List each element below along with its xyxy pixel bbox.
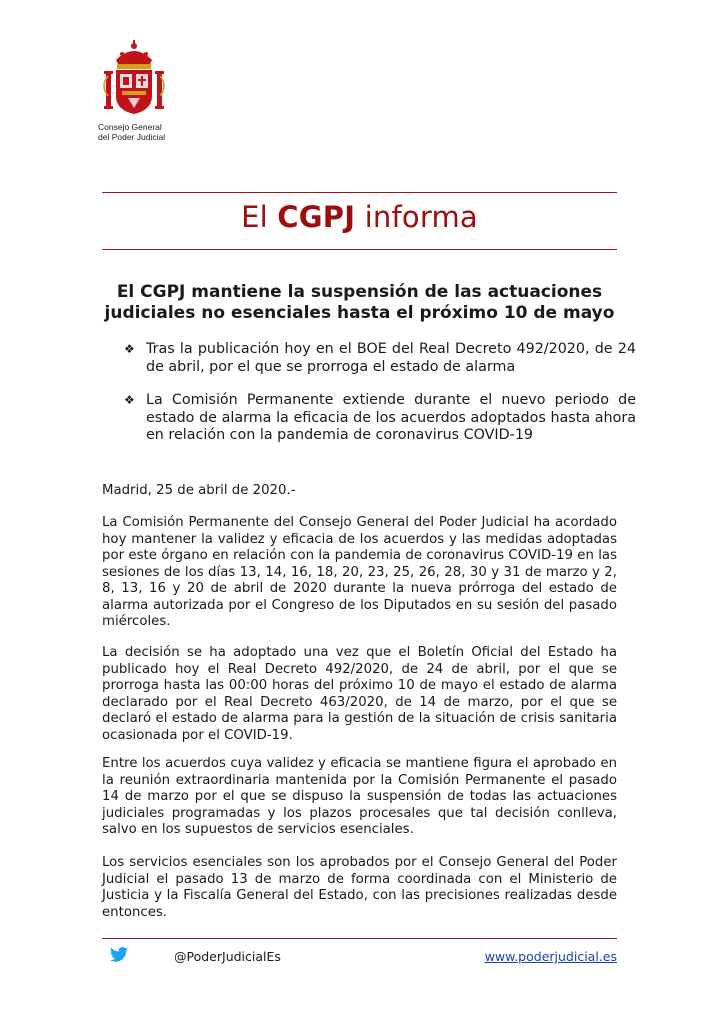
bullet-text-1: Tras la publicación hoy en el BOE del Real Decreto 492/2020, de 24 de abril, por el que se prorroga el estado de alarma xyxy=(146,341,636,375)
coat-of-arms-icon xyxy=(102,40,166,116)
org-name-line-2: del Poder Judicial xyxy=(98,132,166,142)
bullet-item-1 xyxy=(124,341,636,376)
body-paragraph-4: Los servicios esenciales son los aprobados por el Consejo General del Poder Judicial el pasado 13 de marzo de forma coordinada con el Ministerio de Justicia y la Fiscalía General del Estado, con las precisiones realizadas desde entonces. xyxy=(102,855,617,920)
organization-name xyxy=(98,122,178,142)
website-link[interactable]: www.poderjudicial.es xyxy=(484,949,617,964)
title-line-1: El CGPJ mantiene la suspensión de las actuaciones xyxy=(116,282,603,302)
top-divider xyxy=(102,192,617,193)
body-paragraph-1: La Comisión Permanente del Consejo General del Poder Judicial ha acordado hoy mantener la validez y eficacia de los acuerdos y las medidas adoptadas por este órgano en relación con la pandemia de coronavirus COVID-19 en las sesiones de los días 13, 14, 16, 18, 20, 23, 25, 26, 28, 30 y 31 de marzo y 2, 8, 13, 16 y 20 de abril de 2020 durante la nueva prórroga del estado de alarma autorizada por el Congreso de los Diputados en su sesión del pasado miércoles. xyxy=(102,515,617,629)
org-name-line-1: Consejo General xyxy=(98,122,162,132)
body-paragraph-3: Entre los acuerdos cuya validez y eficacia se mantiene figura el aprobado en la reunión extraordinaria mantenida por la Comisión Permanente el pasado 14 de marzo por el que se dispuso la suspensión de todas las actuaciones judiciales programadas y los plazos procesales que tal decisión conlleva, salvo en los supuestos de servicios esenciales. xyxy=(102,756,617,837)
heading-cgpj: CGPJ xyxy=(277,200,356,234)
bullet-item-2 xyxy=(124,392,636,445)
heading-prefix: El xyxy=(241,200,278,234)
bullet-text-2: La Comisión Permanente extiende durante el nuevo periodo de estado de alarma la eficacia de los acuerdos adoptados hasta ahora en relación con la pandemia de coronavirus COVID-19 xyxy=(146,392,636,443)
footer xyxy=(102,943,617,971)
press-release-title xyxy=(102,282,617,324)
page-heading xyxy=(102,200,617,234)
heading-divider xyxy=(102,249,617,250)
dateline: Madrid, 25 de abril de 2020.- xyxy=(102,483,296,498)
heading-suffix: informa xyxy=(355,200,478,234)
cgpj-logo xyxy=(98,40,178,142)
title-line-2: judiciales no esenciales hasta el próximo 10 de mayo xyxy=(104,303,615,323)
body-paragraph-2: La decisión se ha adoptado una vez que el Boletín Oficial del Estado ha publicado hoy el Real Decreto 492/2020, de 24 de abril, por el que se prorroga hasta las 00:00 horas del próximo 10 de mayo el estado de alarma declarado por el Real Decreto 463/2020, de 14 de marzo, por el que se declaró el estado de alarma para la gestión de la situación de crisis sanitaria ocasionada por el COVID-19. xyxy=(102,645,617,743)
twitter-bird-icon[interactable] xyxy=(110,947,128,965)
diamond-bullet-icon: ❖ xyxy=(124,342,135,356)
footer-divider xyxy=(102,938,617,939)
twitter-handle[interactable]: @PoderJudicialEs xyxy=(174,949,281,964)
diamond-bullet-icon: ❖ xyxy=(124,393,135,407)
